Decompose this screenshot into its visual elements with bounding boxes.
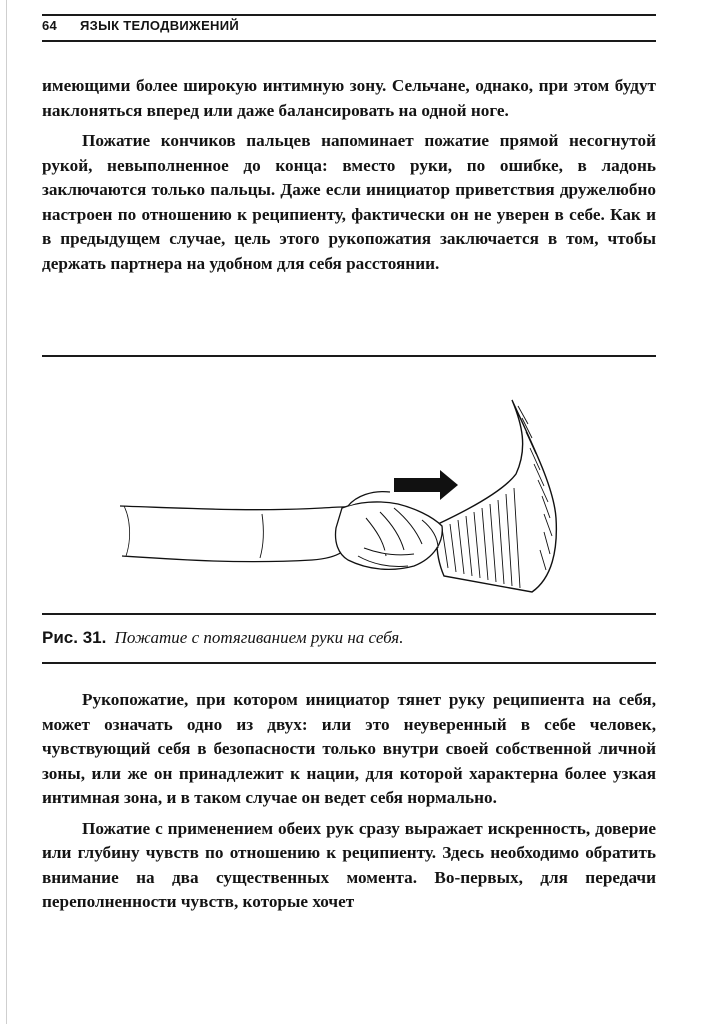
clasped-hands (336, 492, 443, 570)
caption-top-rule (42, 613, 656, 615)
paragraph-two-hand-handshake: Пожатие с применением обеих рук сразу выражает искренность, доверие или глубину чувств по отношению к реципиенту. Здесь необходимо обратить внимание на два существенных момента. Во-первых, для передачи переполненности чувств, которые хочет (42, 818, 656, 911)
paragraph-fingertip-handshake: Пожатие кончиков пальцев напоминает пожатие прямой несогнутой рукой, невыполненное до конца: вместо руки, по ошибке, в ладонь заключаются только пальцы. Даже если инициатор приветствия дружелюбно настроен по отношению к реципиенту, фактически он не уверен в себе. Как и в предыдущем случае, цель этого рукопожатия заключается в том, чтобы держать партнера на удобном для себя расстоянии. (42, 131, 656, 273)
figure-top-rule (42, 355, 656, 357)
figure-illustration (42, 378, 656, 608)
arrow-icon (394, 470, 458, 500)
handshake-arrow-illustration (42, 378, 656, 608)
figure-label: Рис. 31. (42, 628, 107, 647)
left-arm (120, 506, 360, 562)
paragraph-pulling-handshake: Рукопожатие, при котором инициатор тянет руку реципиента на себя, может означать одно из двух: или это неуверенный в себе человек, чувствующий себя в безопасности только внутри своей собственной личной зоны, или же он принадлежит к нации, для которой характерна более узкая интимная зона, и в таком случае он ведет себя нормально. (42, 690, 656, 807)
page-edge (6, 0, 7, 1024)
caption-bottom-rule (42, 662, 656, 664)
figure-title: Пожатие с потягиванием руки на себя. (114, 628, 404, 647)
running-header (42, 14, 656, 42)
bottom-text-block (42, 688, 656, 915)
running-title: ЯЗЫК ТЕЛОДВИЖЕНИЙ (80, 18, 240, 33)
header-bottom-rule (42, 40, 656, 42)
paragraph-continued: имеющими более широкую интимную зону. Сельчане, однако, при этом будут наклоняться вперед или даже балансировать на одной ноге. (42, 76, 656, 120)
page-number: 64 (42, 18, 58, 33)
header-row (42, 16, 656, 40)
figure-caption (42, 628, 656, 648)
top-text-block (42, 74, 656, 276)
